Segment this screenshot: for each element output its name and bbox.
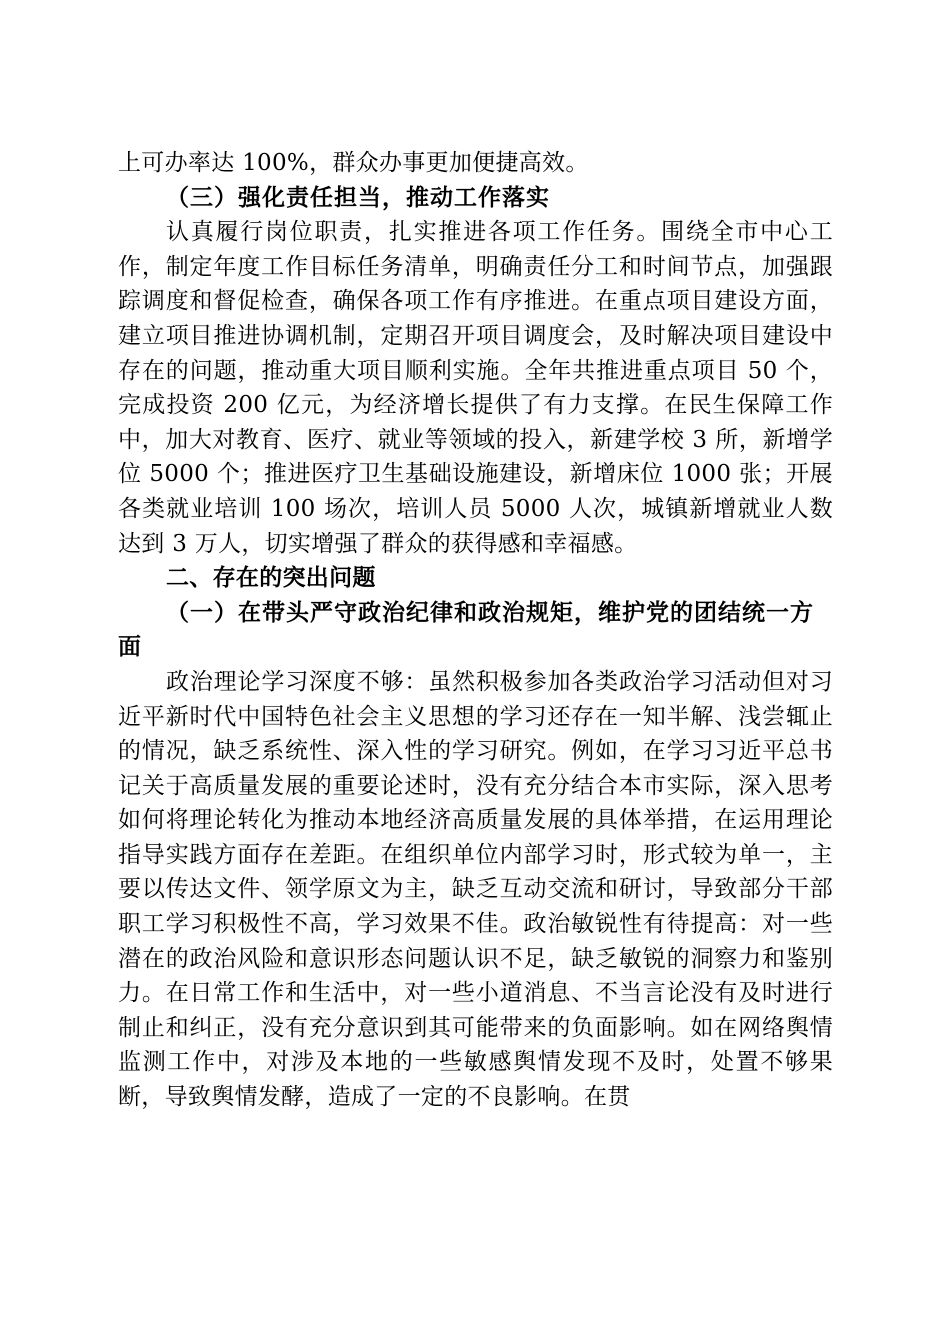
- section-heading-2: 二、存在的突出问题: [166, 564, 376, 592]
- section-subheading-1: （一）在带头严守政治纪律和政治规矩，维护党的团结统一方面: [118, 598, 814, 661]
- paragraph-continuation: 上可办率达 100%，群众办事更加便捷高效。: [118, 150, 589, 176]
- document-page: [118, 146, 833, 1115]
- paragraph-political-study: 政治理论学习深度不够：虽然积极参加各类政治学习活动但对习近平新时代中国特色社会主义思想的学习还存在一知半解、浅尝辄止的情况，缺乏系统性、深入性的学习研究。例如，在学习习近平总书记关于高质量发展的重要论述时，没有充分结合本市实际，深入思考如何将理论转化为推动本地经济高质量发展的具体举措，在运用理论指导实践方面存在差距。在组织单位内部学习时，形式较为单一，主要以传达文件、领学原文为主，缺乏互动交流和研讨，导致部分干部职工学习积极性不高，学习效果不佳。政治敏锐性有待提高：对一些潜在的政治风险和意识形态问题认识不足，缺乏敏锐的洞察力和鉴别力。在日常工作和生活中，对一些小道消息、不当言论没有及时进行制止和纠正，没有充分意识到其可能带来的负面影响。如在网络舆情监测工作中，对涉及本地的一些敏感舆情发现不及时，处置不够果断，导致舆情发酵，造成了一定的不良影响。在贯: [118, 668, 833, 1111]
- paragraph-responsibility: 认真履行岗位职责，扎实推进各项工作任务。围绕全市中心工作，制定年度工作目标任务清单，明确责任分工和时间节点，加强跟踪调度和督促检查，确保各项工作有序推进。在重点项目建设方面，建立项目推进协调机制，定期召开项目调度会，及时解决项目建设中存在的问题，推动重大项目顺利实施。全年共推进重点项目 50 个，完成投资 200 亿元，为经济增长提供了有力支撑。在民生保障工作中，加大对教育、医疗、就业等领域的投入，新建学校 3 所，新增学位 5000 个；推进医疗卫生基础设施建设，新增床位 1000 张；开展各类就业培训 100 场次，培训人员 5000 人次，城镇新增就业人数达到 3 万人，切实增强了群众的获得感和幸福感。: [118, 219, 833, 557]
- section-subheading-3: （三）强化责任担当，推动工作落实: [166, 183, 550, 211]
